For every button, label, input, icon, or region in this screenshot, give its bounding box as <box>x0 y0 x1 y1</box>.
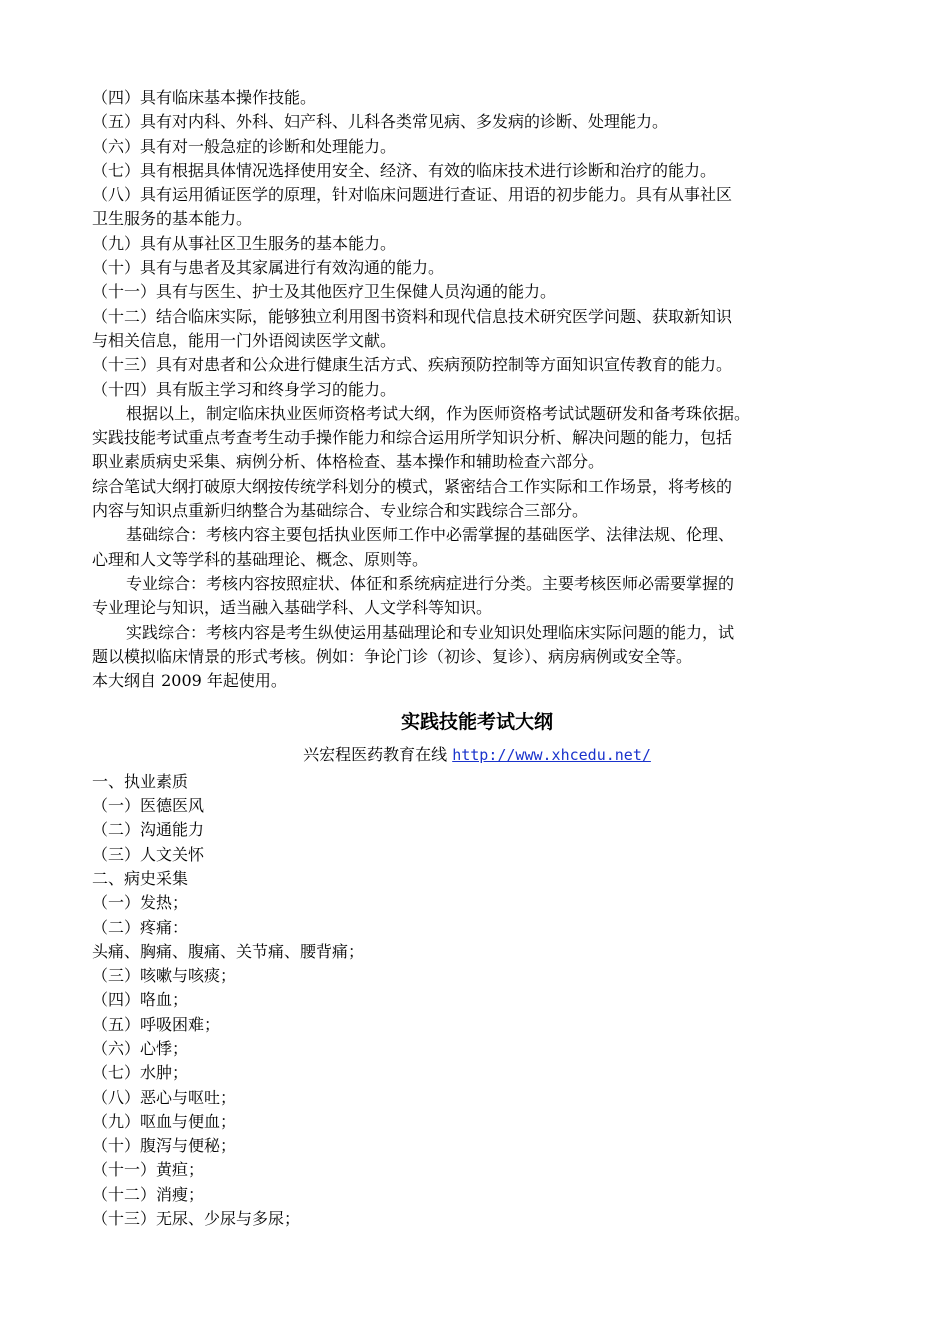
outline-item: （六）心悸； <box>92 1038 189 1058</box>
outline-item: （十）腹泻与便秘； <box>92 1136 237 1156</box>
list-item: （九）具有从事社区卫生服务的基本能力。 <box>92 233 397 253</box>
list-item: （十四）具有版主学习和终身学习的能力。 <box>92 379 397 399</box>
source-link[interactable]: http://www.xhcedu.net/ <box>452 746 651 765</box>
paragraph-line: 题以模拟临床情景的形式考核。例如：争论门诊（初诊、复诊）、病房病例或安全等。 <box>92 646 693 666</box>
outline-item: （八）恶心与呕吐； <box>92 1087 237 1107</box>
outline-item: 一、执业素质 <box>92 771 189 791</box>
list-item: （六）具有对一般急症的诊断和处理能力。 <box>92 136 397 156</box>
paragraph-line: 本大纲自 2009 年起使用。 <box>92 671 287 691</box>
paragraph-line: 专业理论与知识，适当融入基础学科、人文学科等知识。 <box>92 598 493 618</box>
list-item: （八）具有运用循证医学的原理，针对临床问题进行查证、用语的初步能力。具有从事社区 <box>92 185 733 205</box>
source-name: 兴宏程医药教育在线 <box>303 745 448 765</box>
exam-description <box>92 402 862 694</box>
paragraph-line: 心理和人文等学科的基础理论、概念、原则等。 <box>92 549 429 569</box>
outline-item: （七）水肿； <box>92 1063 189 1083</box>
paragraph-line: 基础综合：考核内容主要包括执业医师工作中必需掌握的基础医学、法律法规、伦理、 <box>126 525 735 545</box>
outline-item: （十二）消瘦； <box>92 1184 205 1204</box>
outline-item: （九）呕血与便血； <box>92 1111 237 1131</box>
paragraph-line: 根据以上，制定临床执业医师资格考试大纲，作为医师资格考试试题研发和备考珠依据。 <box>126 403 751 423</box>
paragraph-line: 综合笔试大纲打破原大纲按传统学科划分的模式，紧密结合工作实际和工作场景，将考核的 <box>92 476 733 496</box>
outline-item: 头痛、胸痛、腹痛、关节痛、腰背痛； <box>92 941 365 961</box>
outline-item: （一）发热； <box>92 893 189 913</box>
competency-list <box>92 86 862 402</box>
outline-item: （三）咳嗽与咳痰； <box>92 966 237 986</box>
list-item: （十）具有与患者及其家属进行有效沟通的能力。 <box>92 258 445 278</box>
list-item: 与相关信息，能用一门外语阅读医学文献。 <box>92 330 397 350</box>
paragraph-line: 实践综合：考核内容是考生纵使运用基础理论和专业知识处理临床实际问题的能力，试 <box>126 622 735 642</box>
paragraph-line: 实践技能考试重点考查考生动手操作能力和综合运用所学知识分析、解决问题的能力，包括 <box>92 428 733 448</box>
syllabus-outline <box>92 770 862 1232</box>
outline-item: （四）咯血； <box>92 990 189 1010</box>
list-item: （四）具有临床基本操作技能。 <box>92 88 317 107</box>
outline-item: 二、病史采集 <box>92 868 189 888</box>
paragraph-line: 内容与知识点重新归纳整合为基础综合、专业综合和实践综合三部分。 <box>92 501 589 521</box>
paragraph-line: 专业综合：考核内容按照症状、体征和系统病症进行分类。主要考核医师必需要掌握的 <box>126 573 735 593</box>
source-line <box>92 743 862 767</box>
outline-item: （二）疼痛： <box>92 917 189 937</box>
outline-item: （五）呼吸困难； <box>92 1014 221 1034</box>
outline-item: （十三）无尿、少尿与多尿； <box>92 1209 301 1229</box>
outline-item: （十一）黄疸； <box>92 1160 205 1180</box>
list-item: （十三）具有对患者和公众进行健康生活方式、疾病预防控制等方面知识宣传教育的能力。 <box>92 355 733 375</box>
outline-item: （一）医德医风 <box>92 796 205 816</box>
list-item: （十一）具有与医生、护士及其他医疗卫生保健人员沟通的能力。 <box>92 282 557 302</box>
outline-item: （三）人文关怀 <box>92 844 205 864</box>
outline-item: （二）沟通能力 <box>92 820 205 840</box>
paragraph-line: 职业素质病史采集、病例分析、体格检查、基本操作和辅助检查六部分。 <box>92 452 605 472</box>
list-item: 卫生服务的基本能力。 <box>92 209 253 229</box>
list-item: （十二）结合临床实际，能够独立利用图书资料和现代信息技术研究医学问题、获取新知识 <box>92 306 733 326</box>
section-heading: 实践技能考试大纲 <box>400 711 553 734</box>
list-item: （七）具有根据具体情况选择使用安全、经济、有效的临床技术进行诊断和治疗的能力。 <box>92 160 717 180</box>
list-item: （五）具有对内科、外科、妇产科、儿科各类常见病、多发病的诊断、处理能力。 <box>92 112 669 132</box>
